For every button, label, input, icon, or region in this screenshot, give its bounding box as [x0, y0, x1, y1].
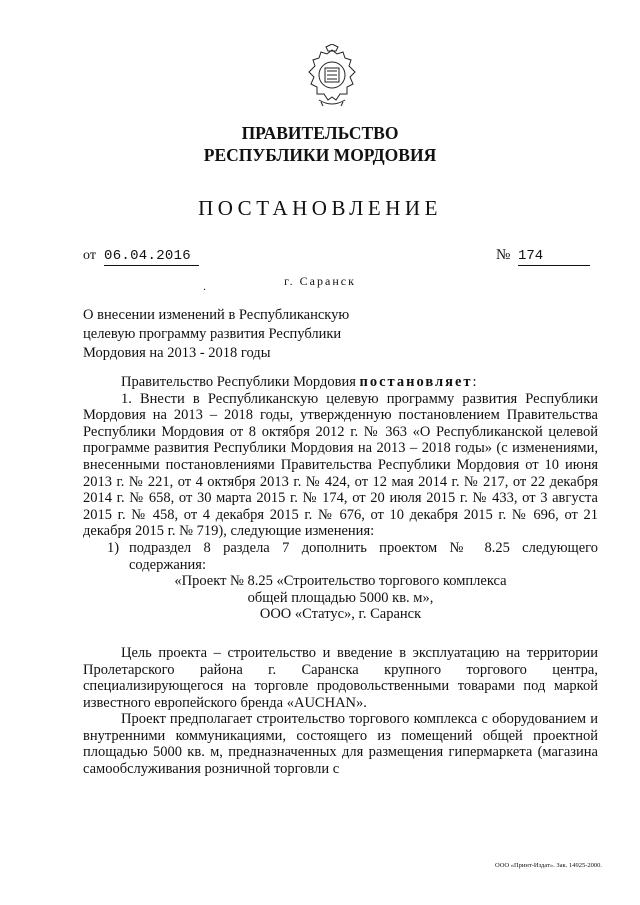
paragraph-project: Проект предполагает строительство торгового комплекса с оборудованием и внутренними коммуникациями, состоящего из помещений общей проектной площадью 5000 кв. м, предназначенных для размещения гипермаркета (магазина самообслуживания розничной торговли с — [83, 711, 598, 778]
list-item-text: подраздел 8 раздела 7 дополнить проектом № 8.25 следующего содержания: — [129, 539, 598, 573]
stray-dot: . — [203, 279, 206, 293]
intro-emphasis: постановляет — [359, 374, 473, 390]
paragraph-goal: Цель проекта – строительство и введение в эксплуатацию на территории Пролетарского района г. Саранска крупного торгового центра, специализирующегося на торговле продовольственными товарами под маркой известного европейского бренда «AUCHAN». — [83, 644, 598, 711]
project-line-2: общей площадью 5000 кв. м», — [247, 589, 434, 606]
document-subject: О внесении изменений в Республиканскую целевую программу развития Республики Мордовия на 2013 - 2018 годы — [83, 307, 350, 361]
date-value: 06.04.2016 — [104, 248, 199, 266]
coat-of-arms-icon — [303, 44, 361, 108]
intro-prefix: Правительство Республики Мордовия — [121, 374, 360, 390]
paragraph-1: 1. Внести в Республиканскую целевую программу развития Республики Мордовия на 2013 – 2018 годы, утвержденную постановлением Правительства Республики Мордовия от 8 октября 2012 г. № 363 «О Республиканской целевой программе развития Республики Мордовия на 2013 – 2018 годы» (с изменениями, внесенными постановлениями Правительства Республики Мордовия от 10 июня 2013 г. № 221, от 4 октября 2013 г. № 424, от 12 мая 2014 г. № 217, от 22 декабря 2014 г. № 658, от 30 марта 2015 г. № 174, от 20 июля 2015 г. № 433, от 3 августа 2015 г. № 458, от 4 декабря 2015 г. № 676, от 10 декабря 2015 г. № 696, от 21 декабря 2015 г. № 719), следующие изменения: — [83, 390, 598, 540]
government-title-line1: ПРАВИТЕЛЬСТВО — [241, 123, 399, 143]
number-value: 174 — [518, 248, 590, 266]
intro-suffix: : — [472, 374, 477, 390]
print-footer: ООО «Принт-Издат». Зак. 14925-2000. — [495, 862, 602, 869]
list-item-marker: 1) — [107, 539, 120, 556]
intro-paragraph — [83, 374, 598, 391]
document-body — [83, 374, 598, 778]
number-label: № — [496, 247, 511, 263]
document-type-title: ПОСТАНОВЛЕНИЕ — [198, 196, 442, 220]
date-label: от — [83, 248, 96, 263]
spacer — [83, 623, 598, 645]
city-line: г. Саранск — [284, 274, 356, 288]
list-item-1 — [83, 540, 598, 573]
government-title-line2: РЕСПУБЛИКИ МОРДОВИЯ — [203, 145, 437, 165]
project-line-1: «Проект № 8.25 «Строительство торгового комплекса — [174, 573, 507, 590]
project-line-3: ООО «Статус», г. Саранск — [259, 606, 422, 623]
